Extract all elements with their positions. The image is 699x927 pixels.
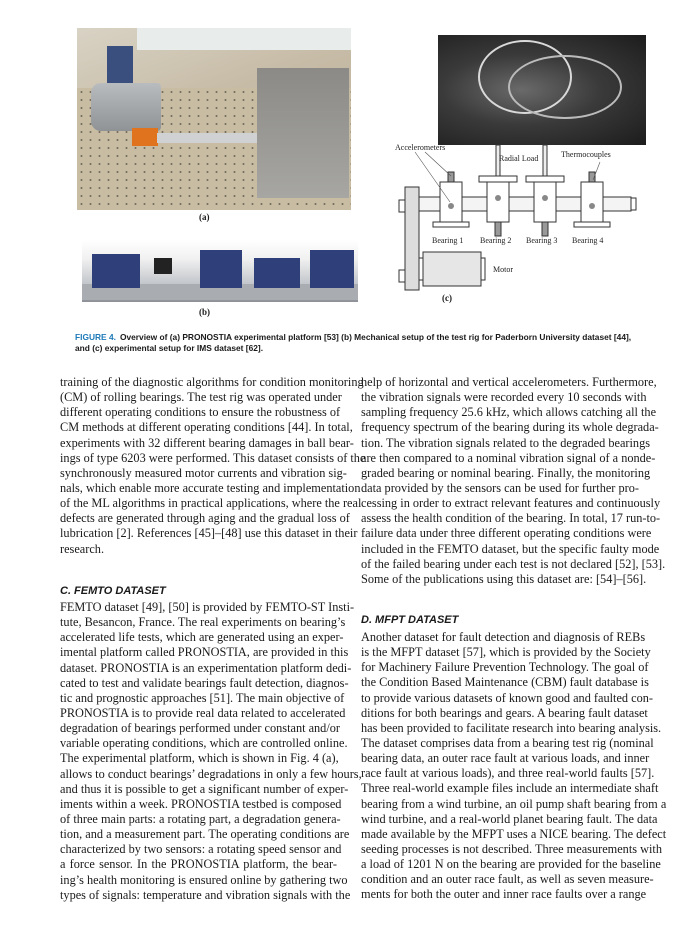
- subfigure-label-b: (b): [199, 307, 210, 317]
- text-line: lubrication [2]. References [45]–[48] use this dataset in their: [60, 526, 358, 541]
- text-line: characterized by two sensors: a rotating speed sensor and: [60, 842, 342, 857]
- subfigure-label-a: (a): [199, 212, 210, 222]
- text-line: the vibration signals were recorded every 10 seconds with: [361, 390, 647, 405]
- text-line: imental platform called PRONOSTIA, are provided in this: [60, 645, 349, 660]
- text-line: included in the FEMTO dataset, but the specific faulty mode: [361, 541, 660, 556]
- section-heading-mfpt: D. MFPT DATASET: [361, 614, 459, 626]
- label-bearing-2: Bearing 2: [480, 236, 512, 245]
- text-line: condition and an outer race fault, as well as seven measure-: [361, 872, 654, 887]
- text-line: help of horizontal and vertical accelerometers. Furthermore,: [361, 375, 657, 389]
- rig-block: [310, 250, 354, 288]
- load-frame: [257, 68, 349, 198]
- text-line: for Machinery Failure Prevention Technology. The goal of: [361, 660, 649, 675]
- text-line: of three main parts: a rotating part, a degradation genera-: [60, 811, 341, 826]
- text-line: tute, Besancon, France. The real experiments on bearing’s: [60, 615, 346, 630]
- text-line: and thus it is possible to get a significant number of exper-: [60, 781, 349, 796]
- text-line: tic and prognostic approaches [51]. The main objective of: [60, 690, 345, 705]
- text-line: nals, which enable more accurate testing and implementation: [60, 480, 361, 495]
- text-line: Another dataset for fault detection and diagnosis of REBs: [361, 630, 646, 644]
- rig-block: [154, 258, 172, 274]
- label-bearing-3: Bearing 3: [526, 236, 558, 245]
- text-line: tion. The vibration signals related to the degraded bearings: [361, 435, 651, 450]
- text-line: cated to test and validate bearings fault detection, diagnos-: [60, 675, 349, 690]
- text-line: frequency spectrum of the bearing during its whole degrada-: [361, 420, 659, 435]
- figure-caption-text: Overview of (a) PRONOSTIA experimental platform [53] (b) Mechanical setup of the test rig for Paderborn University dataset [44], and (c) experimental setup for IMS dataset [62].: [75, 332, 632, 353]
- text-line: training of the diagnostic algorithms for condition monitoring: [60, 375, 364, 389]
- text-line: made available by the MFPT uses a NICE bearing. The defect: [361, 826, 667, 841]
- text-line: ments for both the outer and inner race faults over a range: [361, 887, 647, 902]
- text-line: seeding processes is not described. Three measurements with: [361, 841, 662, 856]
- text-line: PRONOSTIA is to provide real data related to accelerated: [60, 705, 346, 720]
- text-line: graded bearing or nominal bearing. Finally, the monitoring: [361, 465, 651, 480]
- wire-loop: [508, 55, 622, 119]
- orange-sensor: [132, 128, 158, 146]
- text-line: tion, and a measurement part. The operating conditions are: [60, 827, 350, 842]
- text-line: a load of 1201 N on the bearing are provided for the baseline: [361, 857, 661, 872]
- photo-background-window: [137, 28, 351, 50]
- text-line: different operating conditions to ensure the robustness of: [60, 405, 341, 420]
- ims-setup-photo: [438, 35, 646, 145]
- text-line: iments within a week. PRONOSTIA testbed is composed: [60, 796, 342, 811]
- text-line: dataset. PRONOSTIA is an experimentation platform dedi-: [60, 660, 352, 675]
- text-line: the Condition Based Maintenance (CBM) fault database is: [361, 675, 649, 690]
- text-line: (CM) of rolling bearings. The test rig was operated under: [60, 390, 342, 405]
- text-line: accelerated life tests, which are generated using an exper-: [60, 630, 344, 645]
- text-line: wind turbine, and a real-world planet bearing fault. The data: [361, 811, 658, 826]
- pronostia-platform-photo: [77, 28, 351, 210]
- femto-section-body: [60, 600, 362, 903]
- text-line: ditions for both bearings and gears. A bearing fault dataset: [361, 705, 648, 720]
- text-line: bearing data, an outer race fault at various loads, and inner: [361, 751, 650, 766]
- text-line: Three real-world example files include an intermediate shaft: [361, 781, 659, 796]
- label-radial-load: Radial Load: [499, 154, 539, 163]
- blue-mount: [107, 46, 133, 86]
- text-line: synchronously measured motor currents and vibration sig-: [60, 465, 347, 480]
- text-line: failure data under three different operating conditions were: [361, 526, 652, 541]
- ims-schematic-drawing: [395, 140, 655, 305]
- figure-caption-label: FIGURE 4.: [75, 332, 116, 342]
- right-column-continued: [361, 375, 666, 587]
- text-line: FEMTO dataset [49], [50] is provided by FEMTO-ST Insti-: [60, 600, 355, 614]
- text-line: to provide various datasets of known good and faulted con-: [361, 690, 653, 705]
- figure-caption: [75, 332, 635, 354]
- label-bearing-1: Bearing 1: [432, 236, 464, 245]
- paderborn-test-rig-photo: [82, 240, 358, 302]
- text-line: is the MFPT dataset [57], which is provided by the Society: [361, 645, 651, 660]
- text-line: allows to conduct bearings’ degradations in only a few hours,: [60, 766, 362, 781]
- text-line: sampling frequency 25.6 kHz, which allows catching all the: [361, 405, 657, 420]
- text-line: ings of type 6203 were performed. This dataset consists of the: [60, 450, 366, 465]
- text-line: ing’s health monitoring is ensured online by gathering two: [60, 872, 348, 887]
- text-line: The experimental platform, which is shown in Fig. 4 (a),: [60, 751, 339, 766]
- text-line: types of signals: temperature and vibration signals with the: [60, 887, 351, 902]
- text-line: CM methods at different operating conditions [44]. In total,: [60, 420, 353, 435]
- text-line: cessing in order to extract relevant features and continuously: [361, 496, 661, 511]
- rig-block: [254, 258, 300, 288]
- text-line: a force sensor. In the PRONOSTIA platform, the bear-: [60, 857, 337, 872]
- text-line: variable operating conditions, which are controlled online.: [60, 736, 348, 751]
- text-line: data provided by the sensors can be used for further pro-: [361, 480, 639, 495]
- text-line: Some of the publications using this dataset are: [54]–[56].: [361, 571, 647, 586]
- text-line: experiments with 32 different bearing damages in ball bear-: [60, 435, 354, 450]
- text-line: of the failed bearing under each test is not declared [52], [53].: [361, 556, 666, 571]
- ims-schematic: [395, 140, 655, 305]
- text-line: race fault at various loads), and three real-world faults [57].: [361, 766, 655, 781]
- label-bearing-4: Bearing 4: [572, 236, 604, 245]
- label-motor: Motor: [493, 265, 513, 274]
- section-heading-femto: C. FEMTO DATASET: [60, 585, 166, 597]
- label-accelerometers: Accelerometers: [395, 143, 446, 152]
- subfigure-label-c: (c): [442, 293, 452, 303]
- label-thermocouples: Thermocouples: [561, 150, 611, 159]
- figure-4: [0, 0, 699, 370]
- text-line: are then compared to a nominal vibration signal of a nonde-: [361, 450, 656, 465]
- mfpt-section-body: [361, 630, 667, 903]
- text-line: defects are generated through aging and the gradual loss of: [60, 511, 350, 526]
- text-line: research.: [60, 541, 105, 556]
- text-line: bearing from a wind turbine, an oil pump shaft bearing from a: [361, 796, 667, 811]
- rig-block: [92, 254, 140, 288]
- text-line: The dataset comprises data from a bearing test rig (nominal: [361, 735, 654, 750]
- text-line: of the ML algorithms in practical applications, where the real: [60, 496, 362, 511]
- text-line: assess the health condition of the bearing. In total, 17 run-to-: [361, 511, 661, 526]
- rig-block: [200, 250, 242, 288]
- text-line: has been provided to facilitate research into bearing analysis.: [361, 720, 662, 735]
- text-line: degradation of bearings performed under constant and/or: [60, 721, 340, 736]
- left-column-intro: [60, 375, 366, 557]
- motor-shape: [91, 83, 161, 131]
